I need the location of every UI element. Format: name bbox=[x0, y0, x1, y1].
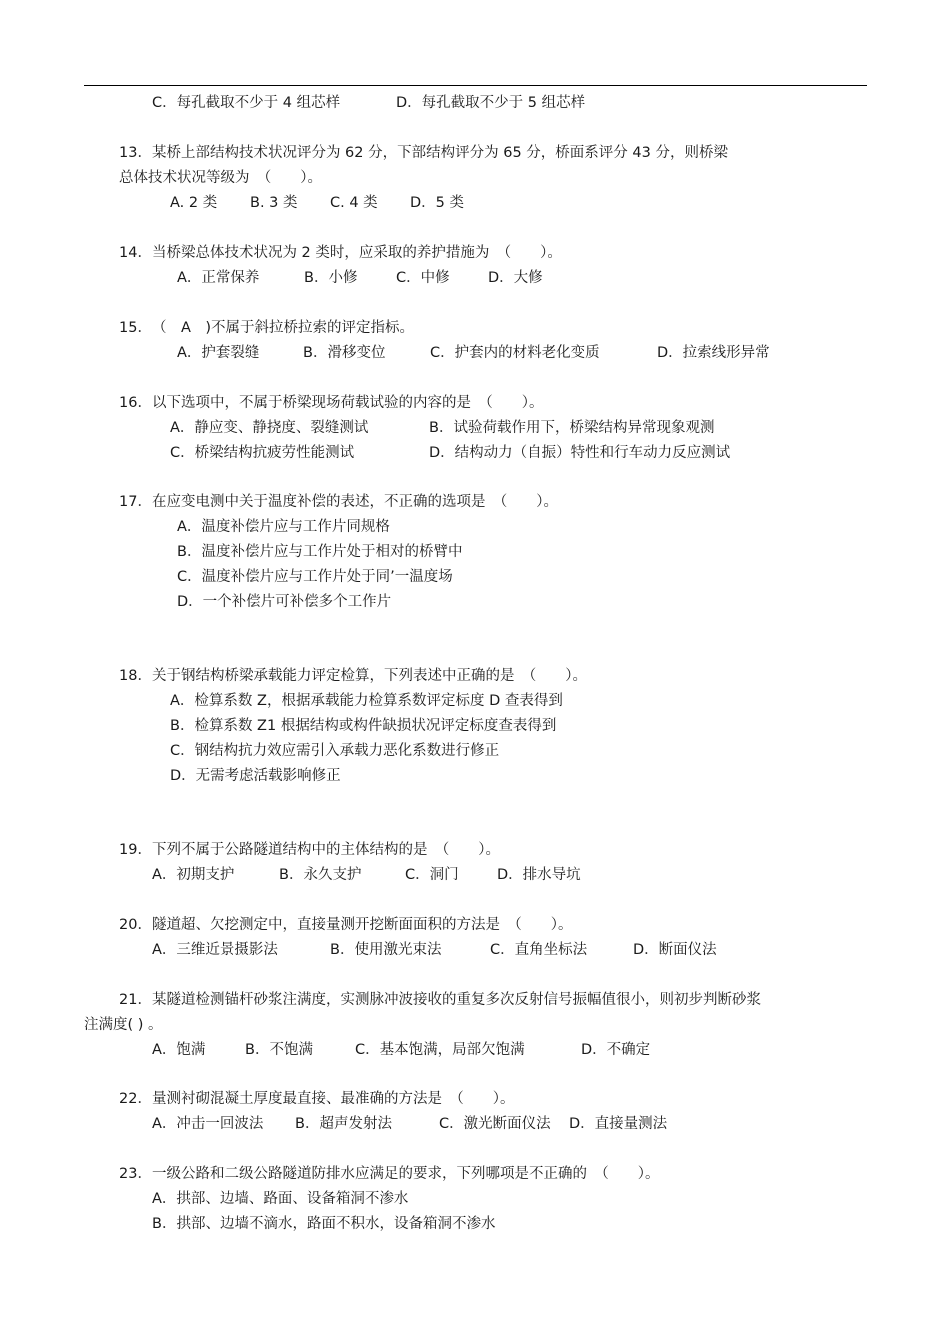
q14-option-a: A．正常保养 bbox=[177, 270, 260, 286]
q21-option-d: D．不确定 bbox=[581, 1042, 651, 1058]
q16-option-b: B．试验荷载作用下，桥梁结构异常现象观测 bbox=[429, 420, 715, 436]
q20-options bbox=[152, 938, 717, 963]
q13-option-d: D．5 类 bbox=[410, 195, 464, 211]
q15-option-c: C．护套内的材料老化变质 bbox=[430, 345, 600, 361]
q17-option-c: C．温度补偿片应与工作片处于同’一温度场 bbox=[177, 569, 453, 585]
q22-option-c: C．激光断面仪法 bbox=[439, 1116, 551, 1132]
q14-option-b: B．小修 bbox=[304, 270, 358, 286]
q12-option-d: D．每孔截取不少于 5 组芯样 bbox=[396, 95, 586, 111]
q13-option-c: C. 4 类 bbox=[330, 195, 378, 211]
q14-option-c: C．中修 bbox=[396, 270, 450, 286]
q23-stem: 23．一级公路和二级公路隧道防排水应满足的要求，下列哪项是不正确的 （ ）。 bbox=[119, 1166, 660, 1182]
q17-option-d: D．一个补偿片可补偿多个工作片 bbox=[177, 594, 392, 610]
q15-option-d: D．拉索线形异常 bbox=[657, 345, 770, 361]
q21-stem-line2: 注满度( ) 。 bbox=[84, 1017, 163, 1033]
q22-option-a: A．冲击一回波法 bbox=[152, 1116, 264, 1132]
q14-stem: 14．当桥梁总体技术状况为 2 类时，应采取的养护措施为 （ ）。 bbox=[119, 245, 562, 261]
q16-stem: 16．以下选项中，不属于桥梁现场荷载试验的内容的是 （ ）。 bbox=[119, 395, 544, 411]
q15-options bbox=[177, 341, 770, 366]
q15-option-a: A．护套裂缝 bbox=[177, 345, 260, 361]
q21-option-b: B．不饱满 bbox=[245, 1042, 313, 1058]
q23-option-a: A．拱部、边墙、路面、设备箱洞不渗水 bbox=[152, 1191, 409, 1207]
q18-option-a: A．检算系数 Z，根据承载能力检算系数评定标度 D 查表得到 bbox=[170, 693, 563, 709]
q17-option-a: A．温度补偿片应与工作片同规格 bbox=[177, 519, 390, 535]
q21-option-a: A．饱满 bbox=[152, 1042, 206, 1058]
q13-stem-line1: 13．某桥上部结构技术状况评分为 62 分，下部结构评分为 65 分，桥面系评分 43 分，则桥梁 bbox=[119, 145, 728, 161]
q22-option-b: B．超声发射法 bbox=[295, 1116, 392, 1132]
q19-stem: 19．下列不属于公路隧道结构中的主体结构的是 （ ）。 bbox=[119, 842, 500, 858]
q19-options bbox=[152, 863, 581, 888]
q13-stem-line2: 总体技术状况等级为 （ ）。 bbox=[119, 170, 322, 186]
q18-option-b: B．检算系数 Z1 根据结构或构件缺损状况评定标度查表得到 bbox=[170, 718, 557, 734]
q13-option-b: B. 3 类 bbox=[250, 195, 298, 211]
q21-options bbox=[152, 1038, 650, 1063]
q12-option-c: C．每孔截取不少于 4 组芯样 bbox=[152, 95, 341, 111]
q17-option-b: B．温度补偿片应与工作片处于相对的桥臂中 bbox=[177, 544, 463, 560]
q21-option-c: C．基本饱满，局部欠饱满 bbox=[355, 1042, 525, 1058]
q18-stem: 18．关于钢结构桥梁承载能力评定检算，下列表述中正确的是 （ ）。 bbox=[119, 668, 587, 684]
q22-stem: 22．量测衬砌混凝土厚度最直接、最准确的方法是 （ ）。 bbox=[119, 1091, 515, 1107]
q22-option-d: D．直接量测法 bbox=[569, 1116, 668, 1132]
q19-option-a: A．初期支护 bbox=[152, 867, 235, 883]
q20-stem: 20．隧道超、欠挖测定中，直接量测开挖断面面积的方法是 （ ）。 bbox=[119, 917, 573, 933]
q19-option-b: B．永久支护 bbox=[279, 867, 362, 883]
q21-stem-line1: 21．某隧道检测锚杆砂浆注满度，实测脉冲波接收的重复多次反射信号振幅值很小，则初步判断砂浆 bbox=[119, 992, 761, 1008]
q20-option-b: B．使用激光束法 bbox=[330, 942, 442, 958]
q12-options bbox=[152, 91, 585, 116]
q13-option-a: A. 2 类 bbox=[170, 195, 218, 211]
q20-option-a: A．三维近景摄影法 bbox=[152, 942, 278, 958]
q19-option-c: C．洞门 bbox=[405, 867, 459, 883]
q13-options bbox=[170, 191, 464, 216]
q16-option-c: C．桥梁结构抗疲劳性能测试 bbox=[170, 445, 355, 461]
q22-options bbox=[152, 1112, 667, 1137]
q23-option-b: B．拱部、边墙不滴水，路面不积水，设备箱洞不渗水 bbox=[152, 1216, 496, 1232]
q15-stem: 15． （ A )不属于斜拉桥拉索的评定指标。 bbox=[119, 320, 415, 336]
q14-options bbox=[177, 266, 543, 291]
q18-option-d: D．无需考虑活载影响修正 bbox=[170, 768, 341, 784]
q14-option-d: D．大修 bbox=[488, 270, 543, 286]
q16-option-d: D．结构动力（自振）特性和行车动力反应测试 bbox=[429, 445, 731, 461]
q20-option-c: C．直角坐标法 bbox=[490, 942, 588, 958]
q20-option-d: D．断面仪法 bbox=[633, 942, 717, 958]
q19-option-d: D．排水导坑 bbox=[497, 867, 581, 883]
header-rule bbox=[84, 85, 867, 86]
q16-option-a: A．静应变、静挠度、裂缝测试 bbox=[170, 420, 369, 436]
q18-option-c: C．钢结构抗力效应需引入承载力恶化系数进行修正 bbox=[170, 743, 500, 759]
q15-option-b: B．滑移变位 bbox=[303, 345, 386, 361]
q17-stem: 17．在应变电测中关于温度补偿的表述，不正确的选项是 （ ）。 bbox=[119, 494, 558, 510]
